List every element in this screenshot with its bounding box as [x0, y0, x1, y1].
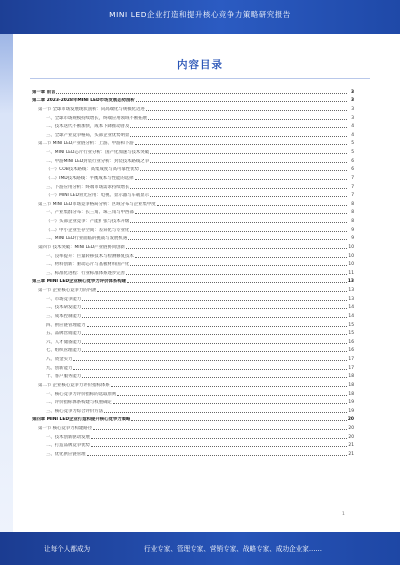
toc-dot-leader	[91, 438, 347, 439]
toc-entry[interactable]	[32, 405, 354, 414]
toc-dot-leader	[104, 412, 347, 413]
toc-entry[interactable]	[32, 284, 354, 293]
toc-dot-leader	[128, 239, 347, 240]
toc-entry-text: （二）中小企业生存空间：差异化与专业化	[46, 227, 130, 233]
toc-entry-text: 三、标准化进程：行业标准体系逐步完善	[46, 270, 126, 276]
toc-entry[interactable]	[32, 353, 354, 362]
toc-entry-text: 一、良率提升：巨量转移技术与检测修复技术	[46, 253, 134, 259]
toc-entry[interactable]	[32, 422, 354, 431]
toc-entry-page: 6	[351, 158, 354, 164]
toc-entry-page: 20	[348, 434, 354, 440]
toc-entry-text: 第一节 企业核心竞争力的内涵	[38, 288, 97, 293]
toc-entry[interactable]	[32, 293, 354, 302]
toc-entry[interactable]	[32, 267, 354, 276]
toc-entry[interactable]	[32, 259, 354, 268]
toc-entry-page: 20	[348, 426, 354, 431]
toc-entry[interactable]	[32, 379, 354, 388]
toc-dot-leader	[82, 334, 347, 335]
toc-entry-page: 8	[351, 210, 354, 216]
toc-dot-leader	[131, 420, 346, 421]
toc-entry-page: 3	[351, 106, 354, 112]
toc-entry-page: 21	[348, 443, 354, 449]
toc-entry-page: 10	[348, 244, 354, 250]
toc-entry-text: 十、客户服务能力	[46, 374, 82, 380]
toc-entry-page: 17	[348, 357, 354, 362]
toc-dot-leader	[146, 110, 347, 111]
toc-entry[interactable]	[32, 103, 354, 112]
toc-entry-text: 第一节 核心竞争力构建路径	[38, 426, 93, 431]
toc-entry-text: （一）MINI LED背光应用：电视、显示器与车载显示	[46, 193, 150, 199]
toc-dot-leader	[93, 429, 347, 430]
toc-dot-leader	[82, 377, 347, 378]
toc-dot-leader	[87, 326, 347, 327]
toc-entry-page: 18	[348, 382, 354, 388]
toc-entry-page: 13	[347, 279, 354, 285]
toc-dot-leader	[91, 446, 347, 447]
toc-entry-text: 二、材料创新：驱动芯片与基板材料国产化	[46, 262, 130, 268]
toc-entry-text: 三、优化供应链管理	[46, 451, 86, 457]
toc-entry[interactable]	[32, 302, 354, 311]
toc-entry-text: 一、全球市场规模持续增长，终端应用领域不断拓展	[46, 115, 147, 121]
page-number: 1	[342, 512, 345, 517]
toc-entry-text: 第四节 技术突破：MINI LED产业链协同创新	[38, 244, 125, 250]
toc-dot-leader	[130, 127, 347, 128]
toc-entry[interactable]	[32, 431, 354, 440]
toc-dot-leader	[82, 343, 347, 344]
toc-entry[interactable]	[32, 328, 354, 337]
toc-entry-page: 7	[351, 193, 354, 199]
toc-entry[interactable]	[32, 112, 354, 121]
toc-entry-page: 15	[348, 331, 354, 337]
toc-dot-leader	[82, 308, 347, 309]
toc-entry[interactable]	[32, 276, 354, 285]
toc-entry-text: 一、市场竞争能力	[46, 296, 82, 302]
toc-entry-page: 17	[348, 365, 354, 371]
toc-dot-leader	[130, 222, 347, 223]
toc-entry-page: 3	[350, 89, 354, 95]
toc-entry-page: 5	[351, 150, 354, 155]
toc-entry-page: 3	[350, 98, 354, 104]
toc-entry[interactable]	[32, 215, 354, 224]
toc-dot-leader	[113, 403, 347, 404]
toc-entry-page: 16	[348, 339, 354, 345]
toc-entry-text: 第一章 前言	[32, 89, 56, 95]
toc-entry[interactable]	[32, 397, 354, 406]
toc-dot-leader	[97, 291, 347, 292]
toc-entry[interactable]	[32, 345, 354, 354]
toc-dot-leader	[130, 188, 347, 189]
toc-entry-page: 15	[348, 322, 354, 328]
toc-dot-leader	[73, 369, 347, 370]
toc-entry-text: 五、品牌营销能力	[46, 331, 82, 337]
toc-dot-leader	[135, 213, 347, 214]
report-title: MINI LED企业打造和提升核心竞争力策略研究报告	[109, 10, 291, 19]
toc-dot-leader	[73, 360, 347, 361]
toc-entry-text: 一、MINI LED芯片行业分析：国产化加速与技术突破	[46, 150, 150, 155]
toc-entry-page: 18	[348, 391, 354, 397]
toc-entry-text: 三、成本控制能力	[46, 313, 82, 319]
toc-entry[interactable]	[32, 319, 354, 328]
toc-entry-text: 四、供应链管理能力	[46, 322, 86, 328]
toc-entry[interactable]	[32, 336, 354, 345]
toc-entry-page: 10	[348, 262, 354, 268]
toc-dot-leader	[135, 257, 347, 258]
toc-dot-leader	[130, 265, 347, 266]
toc-entry[interactable]	[32, 181, 354, 190]
toc-dot-leader	[140, 170, 347, 171]
toc-entry-text: 三、核心竞争力综合评价方法	[46, 408, 104, 414]
toc-entry-text: 第二节 企业核心竞争力评价指标体系	[38, 382, 110, 388]
toc-entry-page: 16	[348, 348, 354, 354]
toc-entry[interactable]	[32, 138, 354, 147]
toc-dot-leader	[126, 274, 347, 275]
toc-entry-text: 第四章 MINI LED企业打造和提升核心竞争力策略	[32, 417, 131, 423]
toc-entry[interactable]	[32, 233, 354, 242]
toc-entry-page: 19	[348, 408, 354, 414]
toc-title: 内容目录	[177, 59, 223, 71]
toc-dot-leader	[136, 101, 347, 102]
toc-entry[interactable]	[32, 371, 354, 380]
toc-entry[interactable]	[32, 155, 354, 164]
toc-entry-page: 13	[348, 288, 354, 293]
toc-entry-page: 14	[348, 313, 354, 319]
toc-entry[interactable]	[32, 190, 354, 199]
toc-entry-page: 20	[347, 417, 354, 423]
toc-entry-text: 二、MINI LED行业面临的挑战与发展机遇	[46, 236, 128, 242]
toc-entry-text: 二、技术研发能力	[46, 305, 82, 311]
toc-dot-leader	[111, 386, 347, 387]
toc-dot-leader	[82, 351, 347, 352]
toc-entry[interactable]	[32, 250, 354, 259]
toc-dot-leader	[148, 119, 347, 120]
toc-dot-leader	[157, 205, 347, 206]
toc-entry-text: 二、打造品牌竞争优势	[46, 443, 90, 449]
side-decoration-gradient	[0, 34, 13, 114]
footer-slogan-left: 让每个人都成为	[44, 545, 91, 553]
toc-entry[interactable]	[32, 414, 354, 423]
toc-dot-leader	[82, 300, 347, 301]
toc-entry-text: 九、创新能力	[46, 365, 73, 371]
toc-entry-text: 七、组织管理能力	[46, 348, 82, 354]
toc-entry[interactable]	[32, 198, 354, 207]
toc-entry-text: 三、全球产业竞争格局，头部企业优势明显	[46, 132, 130, 138]
toc-entry[interactable]	[32, 388, 354, 397]
toc-entry-text: 二、技术迭代不断加快，成本下降推动普及	[46, 124, 130, 130]
toc-entry-text: 第三节 MINI LED市场竞争格局分析：区域分布与企业集中度	[38, 201, 156, 207]
toc-entry-text: 八、资金实力	[46, 357, 73, 362]
footer-slogan-right: 行业专家、管理专家、营销专家、战略专家、成功企业家……	[144, 545, 323, 553]
toc-divider	[30, 78, 370, 79]
toc-dot-leader	[117, 395, 347, 396]
toc-entry-text: 二、评价指标体系构建与权重确定	[46, 400, 112, 406]
toc-dot-leader	[127, 282, 347, 283]
toc-entry-page: 13	[348, 296, 354, 302]
toc-entry-page: 5	[351, 141, 354, 147]
toc-entry-page: 9	[351, 227, 354, 233]
table-of-contents	[32, 86, 354, 457]
toc-entry-page: 18	[348, 374, 354, 380]
toc-entry-text: 一、核心竞争力评价指标的选取原则	[46, 391, 117, 397]
toc-dot-leader	[56, 93, 347, 94]
toc-dot-leader	[150, 196, 347, 197]
toc-dot-leader	[82, 317, 347, 318]
toc-entry[interactable]	[32, 310, 354, 319]
toc-entry[interactable]	[32, 241, 354, 250]
toc-dot-leader	[130, 136, 347, 137]
toc-dot-leader	[150, 162, 347, 163]
toc-entry-page: 21	[348, 451, 354, 457]
toc-entry[interactable]	[32, 86, 354, 95]
toc-entry-page: 7	[351, 184, 354, 190]
toc-dot-leader	[135, 144, 347, 145]
toc-dot-leader	[87, 455, 347, 456]
toc-dot-leader	[150, 153, 347, 154]
toc-entry-page: 8	[351, 201, 354, 207]
toc-entry[interactable]	[32, 362, 354, 371]
toc-entry[interactable]	[32, 129, 354, 138]
toc-entry-page: 19	[348, 400, 354, 406]
toc-entry-text: 一、技术创新驱动发展	[46, 434, 90, 440]
toc-entry[interactable]	[32, 164, 354, 173]
toc-entry-text: 第二章 2023-2028年MINI LED市场发展态势剖析	[32, 98, 135, 104]
toc-entry-text: （二）IMD技术路线：平衡成本与性能的选择	[46, 175, 134, 181]
toc-entry[interactable]	[32, 440, 354, 449]
toc-entry-text: 二、中游MINI LED封装行业分析：封装技术路线之争	[46, 158, 150, 164]
toc-entry-page: 11	[348, 270, 354, 276]
toc-dot-leader	[135, 179, 348, 180]
toc-entry[interactable]	[32, 172, 354, 181]
toc-dot-leader	[130, 231, 347, 232]
header-banner	[0, 0, 400, 34]
toc-entry-page: 14	[348, 305, 354, 311]
toc-entry-text: （一）头部企业竞争：产能扩张与技术升级	[46, 219, 130, 224]
toc-entry-text: 三、下游应用分析：终端市场需求持续增长	[46, 184, 130, 190]
footer-banner	[0, 532, 400, 565]
toc-entry-text: 第二节 MINI LED产业链分析：上游、中游和下游	[38, 141, 134, 147]
toc-dot-leader	[126, 248, 347, 249]
toc-entry-page: 7	[351, 175, 354, 181]
toc-entry-text: 六、人才储备能力	[46, 339, 82, 345]
toc-entry-page: 8	[351, 219, 354, 224]
toc-entry-page: 4	[351, 124, 354, 130]
toc-entry-page: 10	[348, 253, 354, 259]
toc-entry-text: 一、产业集群分布：长三角、珠三角与中西部	[46, 210, 134, 216]
toc-entry-page: 3	[351, 115, 354, 121]
toc-entry-page: 4	[351, 132, 354, 138]
toc-entry-text: 第三章 MINI LED企业核心竞争力评价体系构建	[32, 279, 127, 285]
toc-entry[interactable]	[32, 121, 354, 130]
toc-entry-text: 第一节 全球市场发展现状剖析：向高端化与规模化迈进	[38, 106, 145, 112]
toc-entry-text: （一）COB技术路线：高集成度与高可靠性优势	[46, 167, 139, 173]
toc-entry[interactable]	[32, 224, 354, 233]
toc-entry[interactable]	[32, 207, 354, 216]
toc-entry[interactable]	[32, 95, 354, 104]
toc-entry[interactable]	[32, 448, 354, 457]
toc-entry-page: 9	[351, 236, 354, 242]
toc-entry[interactable]	[32, 146, 354, 155]
toc-entry-page: 6	[351, 167, 354, 173]
